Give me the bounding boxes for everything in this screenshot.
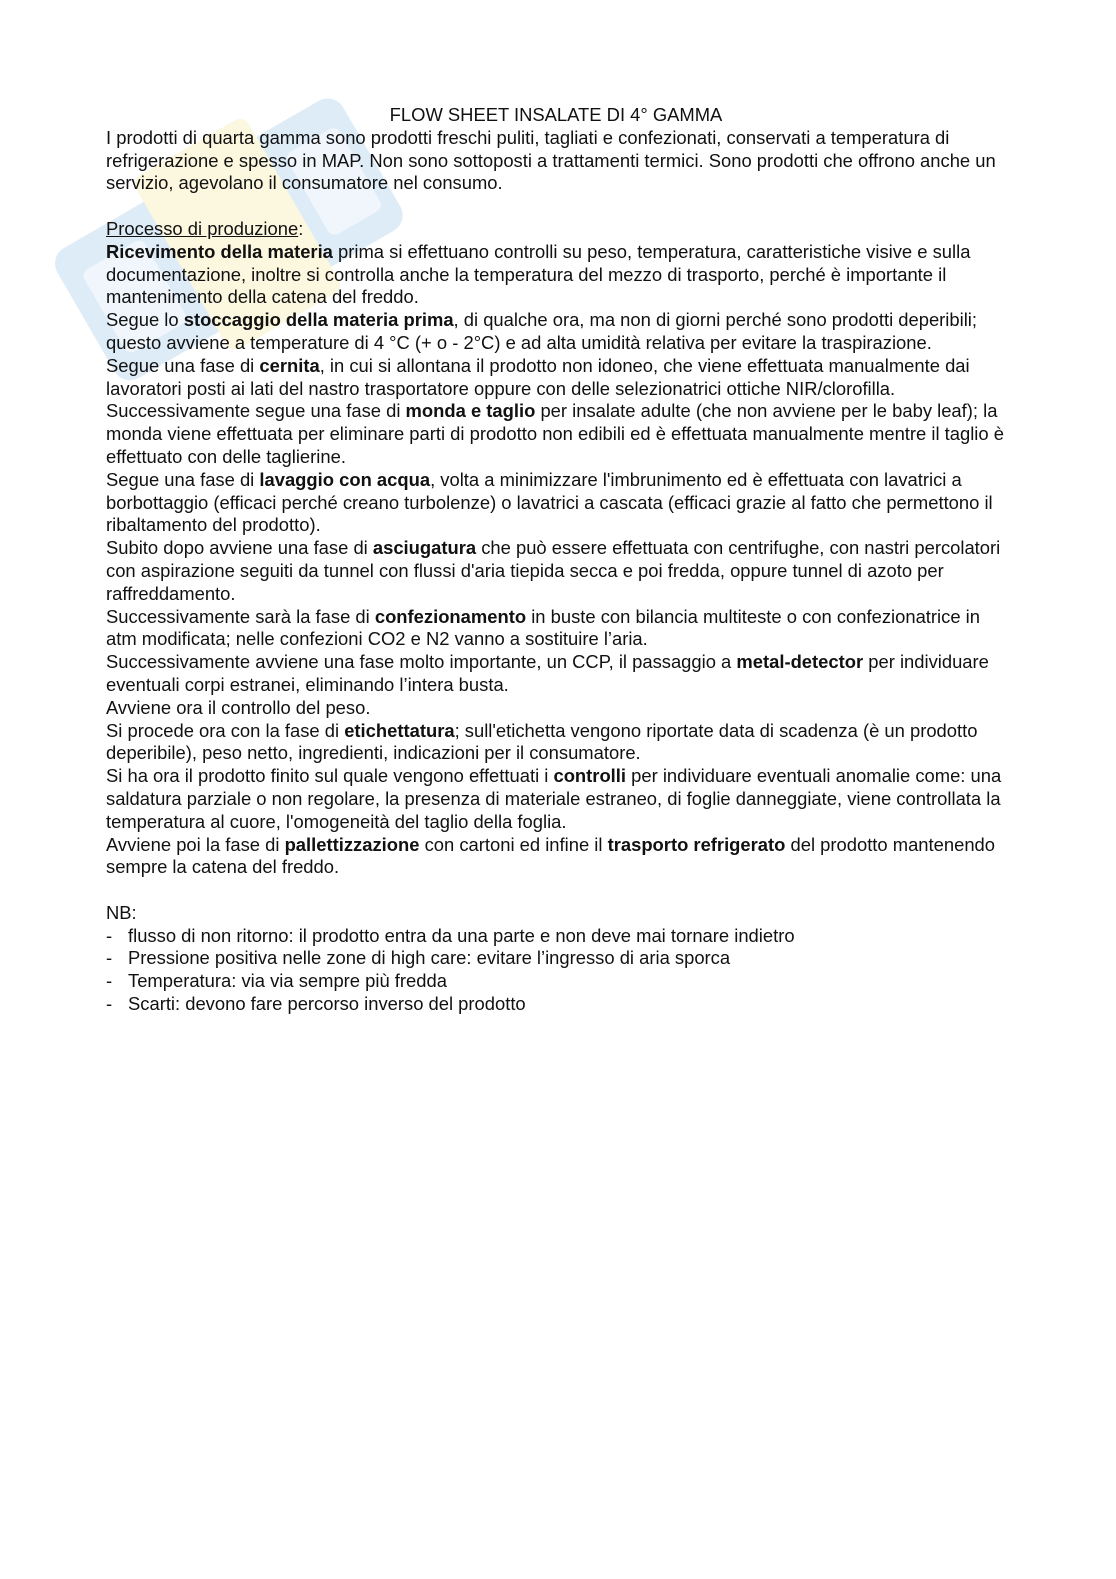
step-text: Avviene poi la fase di (106, 833, 285, 855)
process-steps (106, 241, 1006, 879)
step-text: Segue lo (106, 309, 184, 331)
dash-bullet: - (106, 970, 113, 992)
step-keyword: trasporto refrigerato (607, 833, 786, 855)
step-keyword: Ricevimento della materia (106, 240, 333, 262)
process-heading-line (106, 218, 1006, 241)
step-paragraph (106, 765, 1006, 833)
document-title: FLOW SHEET INSALATE DI 4° GAMMA (389, 104, 723, 125)
step-paragraph (106, 469, 1006, 537)
list-item (106, 925, 1006, 948)
list-item-text: Temperatura: via via sempre più fredda (128, 970, 447, 992)
step-paragraph (106, 355, 1006, 401)
step-text: , volta a minimizzare l'imbrunimento ed è effettuata con lavatrici a borbottaggio (efficaci perché creano turbolenze) o lavatrici a cascata (efficaci grazie al fatto che permettono il ribaltamento del prodotto). (106, 468, 993, 536)
step-paragraph (106, 400, 1006, 468)
step-paragraph (106, 834, 1006, 880)
step-text: Subito dopo avviene una fase di (106, 537, 373, 559)
step-text: ; sull'etichetta vengono riportate data di scadenza (è un prodotto deperibile), peso netto, ingredienti, indicazioni per il consumatore. (106, 719, 978, 764)
nb-heading: NB: (106, 901, 137, 923)
intro-paragraph: I prodotti di quarta gamma sono prodotti freschi puliti, tagliati e confezionati, conservati a temperatura di refrigerazione e spesso in MAP. Non sono sottoposti a trattamenti termici. Sono prodotti che offrono anche un servizio, agevolano il consumatore nel consumo. (106, 126, 996, 194)
step-text: Segue una fase di (106, 354, 260, 376)
step-keyword: confezionamento (374, 605, 527, 627)
step-text: prima si effettuano controlli su peso, temperatura, caratteristiche visive e sulla documentazione, inoltre si controlla anche la temperatura del mezzo di trasporto, perché è importante il mantenimento della catena del freddo. (106, 240, 971, 308)
list-item-text: Pressione positiva nelle zone di high care: evitare l’ingresso di aria sporca (128, 947, 731, 969)
nb-list (106, 925, 1006, 1016)
step-keyword: asciugatura (372, 537, 477, 559)
dash-bullet: - (106, 947, 113, 969)
spacer (106, 879, 1006, 902)
step-keyword: etichettatura (344, 719, 455, 741)
dash-bullet: - (106, 924, 113, 946)
step-text: Successivamente avviene una fase molto importante, un CCP, il passaggio a (106, 651, 737, 673)
list-item (106, 993, 1006, 1016)
step-keyword: stoccaggio della materia prima (183, 309, 454, 331)
step-paragraph (106, 241, 1006, 309)
step-keyword: controlli (553, 765, 627, 787)
step-text: Si ha ora il prodotto finito sul quale vengono effettuati i (106, 765, 554, 787)
dash-bullet: - (106, 993, 113, 1015)
step-text: Successivamente segue una fase di (106, 400, 406, 422)
step-text: per individuare eventuali corpi estranei, eliminando l’intera busta. (106, 651, 989, 695)
step-text: Si procede ora con la fase di (106, 719, 345, 741)
spacer (106, 195, 1006, 218)
step-text: Avviene ora il controllo del peso. (106, 696, 371, 718)
step-text: per individuare eventuali anomalie come: una saldatura parziale o non regolare, la presenza di materiale estraneo, di foglie danneggiate, viene controllata la temperatura al cuore, l'omogeneità del taglio della foglia. (106, 765, 1002, 832)
step-text: , in cui si allontana il prodotto non idoneo, che viene effettuata manualmente dai lavoratori posti ai lati del nastro trasportatore oppure con delle selezionatrici ottiche NIR/clorofilla. (106, 354, 970, 399)
step-paragraph (106, 309, 1006, 355)
list-item (106, 970, 1006, 993)
step-keyword: cernita (259, 354, 320, 376)
list-item-text: Scarti: devono fare percorso inverso del prodotto (128, 993, 526, 1015)
step-text: che può essere effettuata con centrifughe, con nastri percolatori con aspirazione seguiti da tunnel con flussi d'aria tiepida secca e poi fredda, oppure tunnel di azoto per raffreddamento. (106, 537, 1001, 604)
step-text: Segue una fase di (106, 468, 260, 490)
step-keyword: monda e taglio (405, 400, 536, 422)
step-text: per insalate adulte (che non avviene per le baby leaf); la monda viene effettuata per eliminare parti di prodotto non edibili ed è effettuata manualmente mentre il taglio è effettuato con delle taglierine. (106, 400, 1004, 467)
step-paragraph (106, 651, 1006, 697)
process-heading-colon: : (298, 217, 304, 239)
step-text: con cartoni ed infine il (419, 833, 608, 855)
step-paragraph (106, 697, 1006, 720)
step-keyword: lavaggio con acqua (259, 468, 431, 490)
list-item-text: flusso di non ritorno: il prodotto entra da una parte e non deve mai tornare indietro (128, 924, 795, 946)
step-text: in buste con bilancia multiteste o con confezionatrice in atm modificata; nelle confezioni CO2 e N2 vanno a sostituire l’aria. (106, 605, 980, 650)
step-text: Successivamente sarà la fase di (106, 605, 375, 627)
step-text: del prodotto mantenendo sempre la catena del freddo. (106, 833, 995, 878)
list-item (106, 947, 1006, 970)
document-page (106, 104, 1006, 1016)
step-paragraph (106, 537, 1006, 605)
step-keyword: pallettizzazione (284, 833, 420, 855)
step-paragraph (106, 720, 1006, 766)
process-heading: Processo di produzione (106, 217, 299, 239)
step-paragraph (106, 606, 1006, 652)
step-keyword: metal-detector (736, 651, 864, 673)
step-text: , di qualche ora, ma non di giorni perché sono prodotti deperibili; questo avviene a temperature di 4 °C (+ o - 2°C) e ad alta umidità relativa per evitare la traspirazione. (106, 309, 977, 353)
